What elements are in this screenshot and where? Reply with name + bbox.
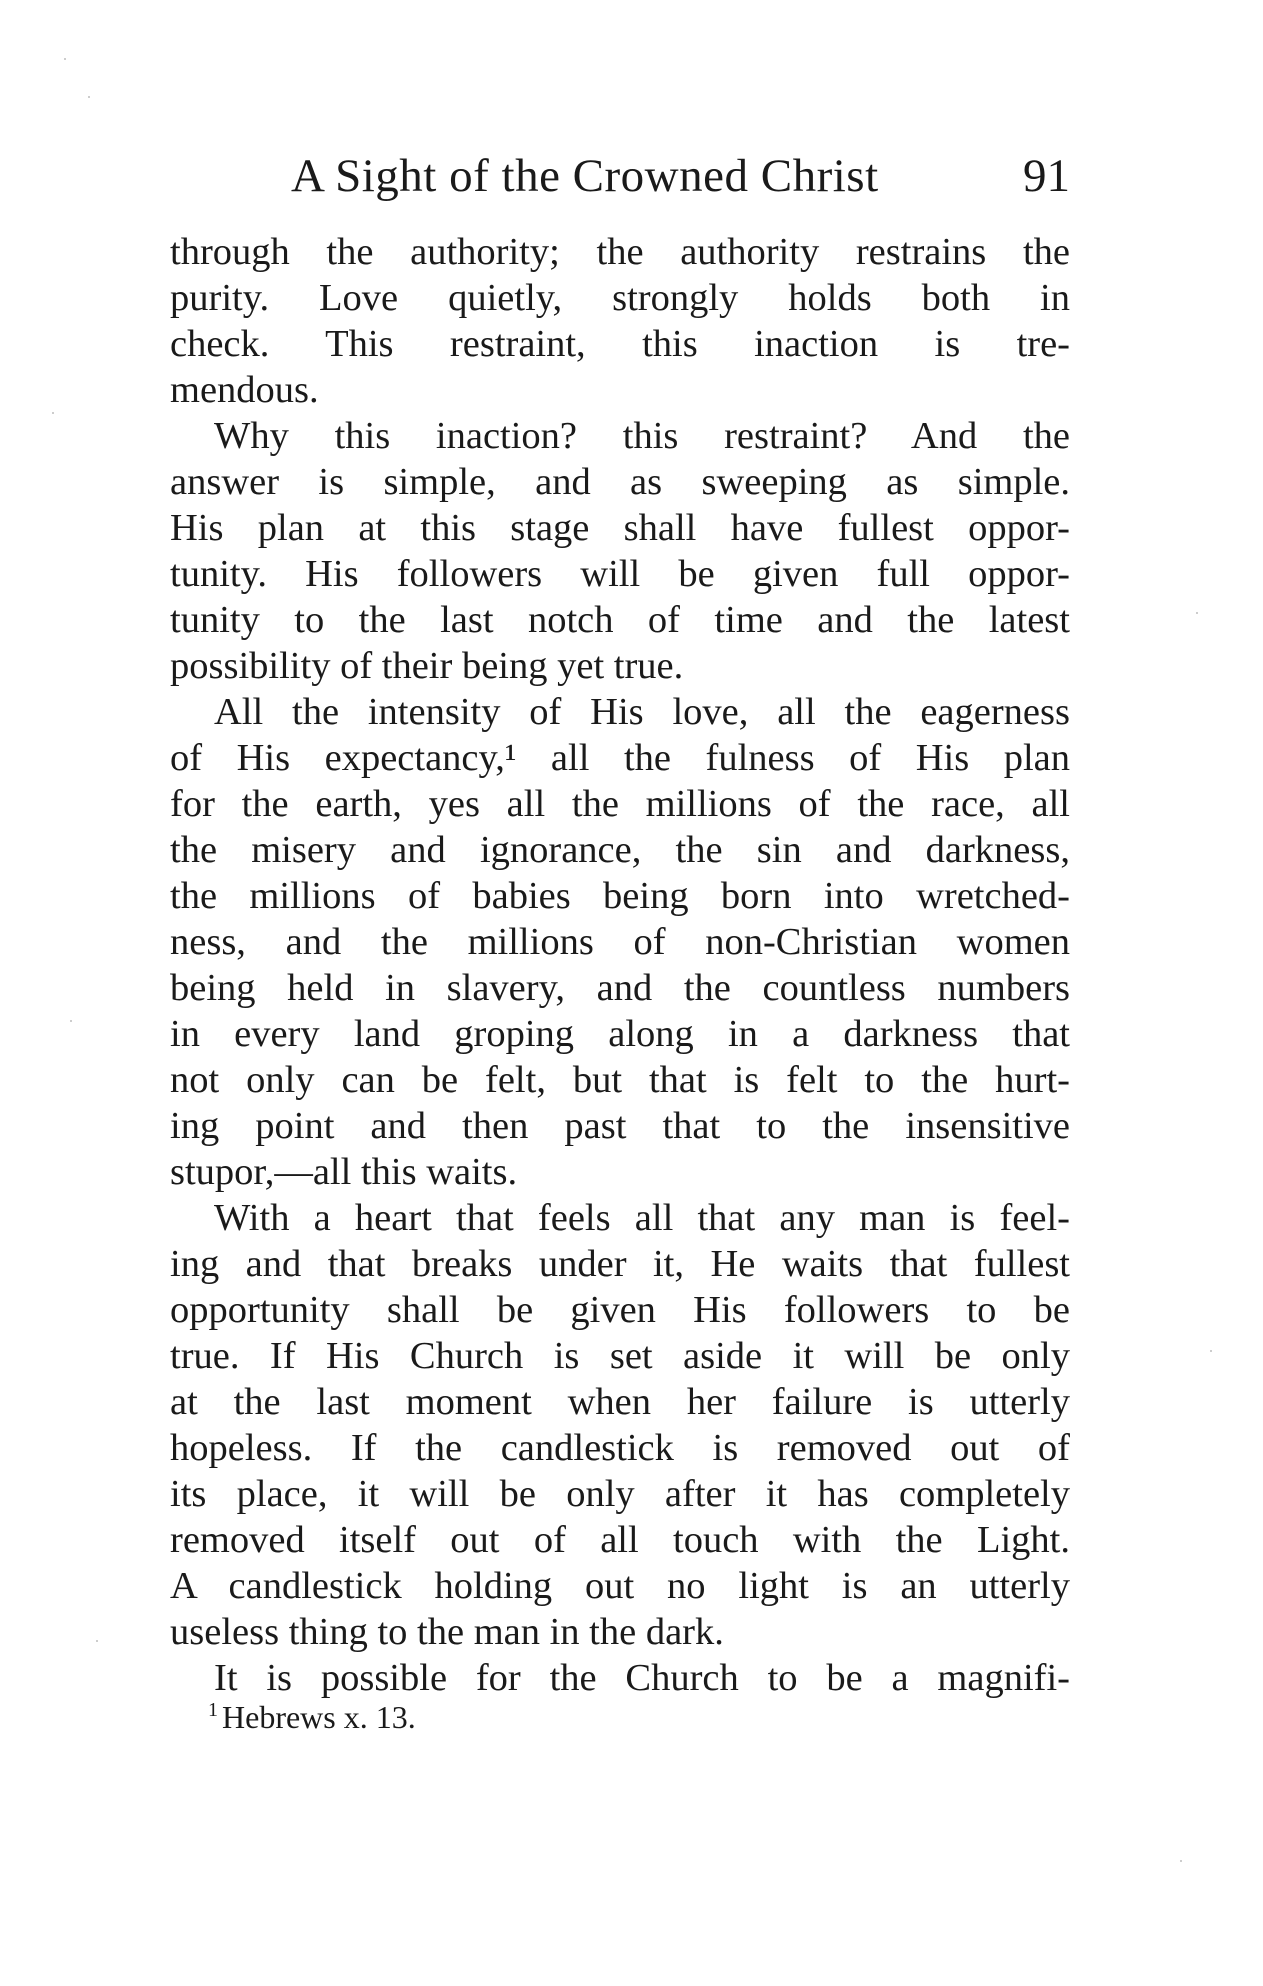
text-line: true. If His Church is set aside it will be only — [170, 1335, 1070, 1377]
paragraph-first-line: Why this inaction? this restraint? And the — [214, 415, 1070, 457]
paragraph-first-line: All the intensity of His love, all the eagerness — [214, 691, 1070, 733]
footnote-text: Hebrews x. 13. — [222, 1699, 416, 1735]
text-line: of His expectancy,¹ all the fulness of His plan — [170, 737, 1070, 779]
text-line: A candlestick holding out no light is an utterly — [170, 1565, 1070, 1607]
body-text — [170, 229, 1070, 1701]
scan-speck — [1210, 1350, 1212, 1352]
text-line: check. This restraint, this inaction is tre- — [170, 323, 1070, 365]
running-title: A Sight of the Crowned Christ — [291, 150, 879, 202]
footnote — [208, 1690, 416, 1737]
text-line: not only can be felt, but that is felt to the hurt- — [170, 1059, 1070, 1101]
text-line: the millions of babies being born into wretched- — [170, 875, 1070, 917]
paragraph-first-line: With a heart that feels all that any man is feel- — [214, 1197, 1070, 1239]
text-line: hopeless. If the candlestick is removed out of — [170, 1427, 1070, 1469]
text-line: being held in slavery, and the countless numbers — [170, 967, 1070, 1009]
text-line: through the authority; the authority restrains the — [170, 231, 1070, 273]
scan-speck — [96, 1640, 98, 1642]
footnote-marker: 1 — [208, 1699, 218, 1721]
text-line: removed itself out of all touch with the Light. — [170, 1519, 1070, 1561]
text-line: tunity to the last notch of time and the latest — [170, 599, 1070, 641]
scan-speck — [1180, 1860, 1182, 1862]
text-line: opportunity shall be given His followers to be — [170, 1289, 1070, 1331]
text-line: the misery and ignorance, the sin and darkness, — [170, 829, 1070, 871]
text-line: His plan at this stage shall have fullest oppor- — [170, 507, 1070, 549]
text-line: ing and that breaks under it, He waits that fullest — [170, 1243, 1070, 1285]
text-line: useless thing to the man in the dark. — [170, 1611, 724, 1653]
text-line: at the last moment when her failure is utterly — [170, 1381, 1070, 1423]
text-line: answer is simple, and as sweeping as simple. — [170, 461, 1070, 503]
text-line: tunity. His followers will be given full oppor- — [170, 553, 1070, 595]
scan-speck — [1196, 612, 1198, 614]
text-line: mendous. — [170, 369, 319, 411]
text-line: in every land groping along in a darkness that — [170, 1013, 1070, 1055]
text-line: possibility of their being yet true. — [170, 645, 684, 687]
text-line: its place, it will be only after it has completely — [170, 1473, 1070, 1515]
paragraph-first-line: It is possible for the Church to be a magnifi- — [214, 1657, 1070, 1699]
text-line: purity. Love quietly, strongly holds both in — [170, 277, 1070, 319]
scan-speck — [52, 412, 54, 414]
scan-speck — [64, 58, 66, 60]
text-line: ness, and the millions of non-Christian women — [170, 921, 1070, 963]
text-line: ing point and then past that to the insensitive — [170, 1105, 1070, 1147]
text-line: stupor,—all this waits. — [170, 1151, 518, 1193]
scan-speck — [70, 1020, 72, 1022]
text-line: for the earth, yes all the millions of the race, all — [170, 783, 1070, 825]
running-head — [170, 146, 1070, 206]
scan-speck — [88, 96, 90, 98]
page-number: 91 — [1023, 150, 1070, 202]
